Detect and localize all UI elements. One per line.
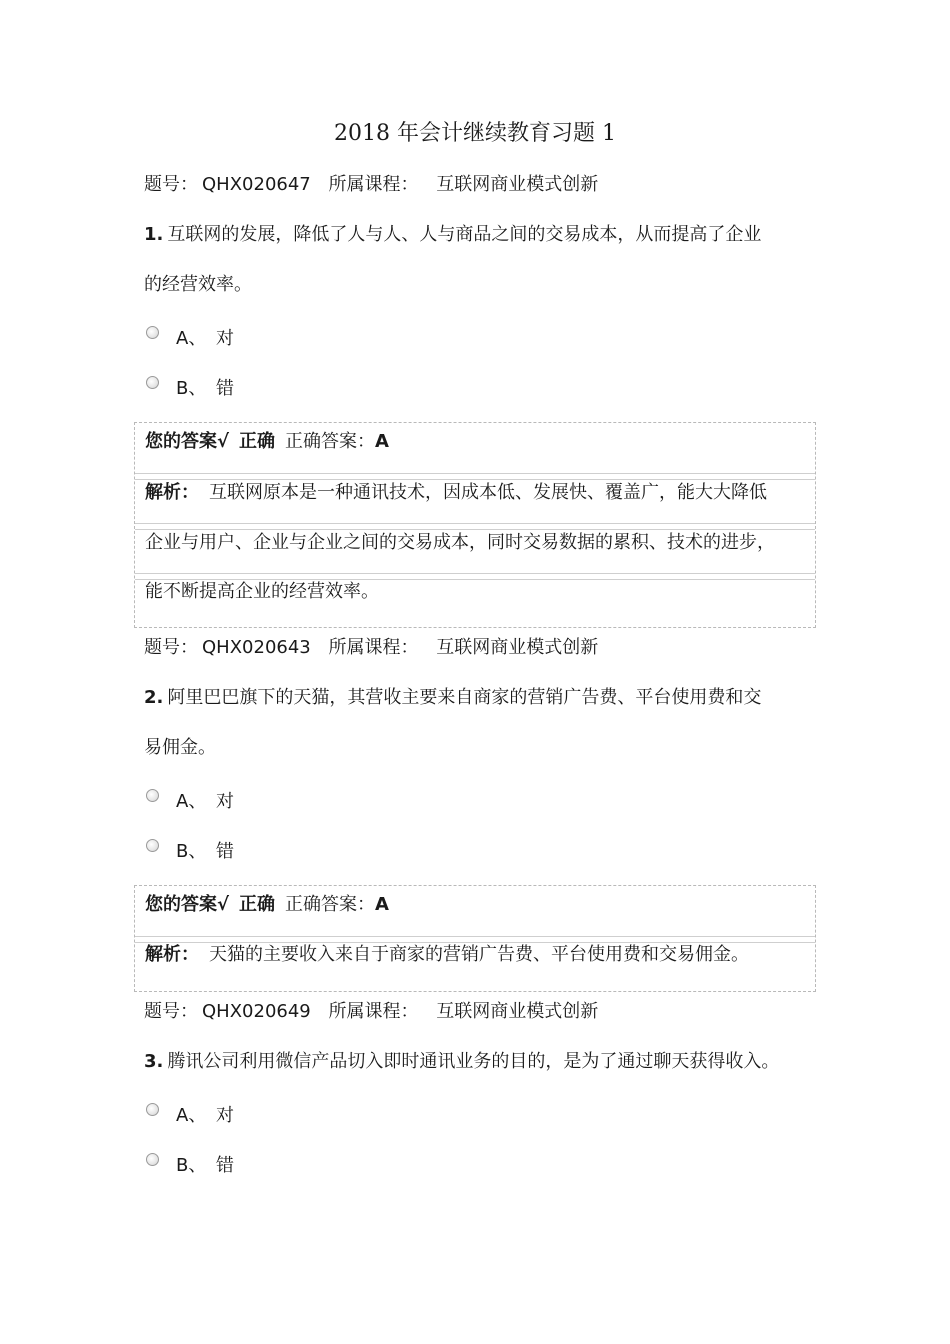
correct-answer-label: 正确答案：: [285, 894, 376, 915]
question-meta: [144, 998, 598, 1026]
box-divider: [135, 473, 815, 474]
question-meta: [144, 634, 598, 662]
question-number: 2.: [144, 687, 164, 708]
radio-button-icon[interactable]: [146, 326, 159, 339]
answer-box: [134, 885, 816, 992]
option-text: 对: [216, 1105, 234, 1126]
option-text: 错: [216, 378, 234, 399]
option-letter: A、: [176, 791, 207, 812]
analysis-line: [145, 941, 749, 969]
question-text-line: 的经营效率。: [144, 274, 252, 295]
option-a[interactable]: [144, 788, 264, 816]
your-answer-label: 您的答案√: [145, 894, 230, 915]
course-label: 所属课程：: [328, 637, 419, 658]
course-name: 互联网商业模式创新: [436, 637, 599, 658]
question-id-label: 题号：: [144, 637, 198, 658]
question-number: 3.: [144, 1051, 164, 1072]
radio-button-icon[interactable]: [146, 789, 159, 802]
analysis-text: 企业与用户、企业与企业之间的交易成本，同时交易数据的累积、技术的进步，: [145, 532, 775, 553]
option-text: 对: [216, 328, 234, 349]
course-label: 所属课程：: [328, 1001, 419, 1022]
option-letter: B、: [176, 841, 207, 862]
answer-box: [134, 422, 816, 628]
radio-button-icon[interactable]: [146, 1103, 159, 1116]
analysis-text: 能不断提高企业的经营效率。: [145, 581, 379, 602]
box-divider: [135, 936, 815, 937]
question-id-label: 题号：: [144, 1001, 198, 1022]
question-text: [144, 684, 761, 712]
result-status: 正确: [239, 431, 276, 452]
analysis-line: [145, 479, 767, 507]
option-letter: A、: [176, 1105, 207, 1126]
option-letter: A、: [176, 328, 207, 349]
question-text-line: 阿里巴巴旗下的天猫，其营收主要来自商家的营销广告费、平台使用费和交: [167, 687, 762, 708]
question-id-label: 题号：: [144, 174, 198, 195]
analysis-text: 互联网原本是一种通讯技术，因成本低、发展快、覆盖广，能大大降低: [209, 482, 767, 503]
question-id: QHX020649: [202, 1001, 311, 1022]
analysis-label: 解析：: [145, 482, 199, 503]
question-number: 1.: [144, 224, 164, 245]
option-text: 对: [216, 791, 234, 812]
result-status: 正确: [239, 894, 276, 915]
question-text-line: 腾讯公司利用微信产品切入即时通讯业务的目的，是为了通过聊天获得收入。: [167, 1051, 780, 1072]
question-id: QHX020643: [202, 637, 311, 658]
question-text: [144, 1048, 779, 1076]
analysis-text: 天猫的主要收入来自于商家的营销广告费、平台使用费和交易佣金。: [209, 944, 749, 965]
option-b[interactable]: [144, 1152, 264, 1180]
question-text-line: 易佣金。: [144, 737, 216, 758]
option-letter: B、: [176, 1155, 207, 1176]
page-title: 2018 年会计继续教育习题 1: [334, 121, 616, 146]
box-divider: [135, 523, 815, 524]
question-text: [144, 221, 761, 249]
correct-answer: A: [375, 894, 389, 915]
option-letter: B、: [176, 378, 207, 399]
answer-summary: [145, 891, 389, 919]
question-meta: [144, 171, 598, 199]
radio-button-icon[interactable]: [146, 839, 159, 852]
radio-button-icon[interactable]: [146, 1153, 159, 1166]
course-name: 互联网商业模式创新: [436, 1001, 599, 1022]
question-text-line: 互联网的发展，降低了人与人、人与商品之间的交易成本，从而提高了企业: [167, 224, 762, 245]
question-id: QHX020647: [202, 174, 311, 195]
correct-answer: A: [375, 431, 389, 452]
your-answer-label: 您的答案√: [145, 431, 230, 452]
option-b[interactable]: [144, 375, 264, 403]
box-divider: [135, 573, 815, 574]
option-text: 错: [216, 1155, 234, 1176]
analysis-label: 解析：: [145, 944, 199, 965]
option-text: 错: [216, 841, 234, 862]
correct-answer-label: 正确答案：: [285, 431, 376, 452]
option-a[interactable]: [144, 1102, 264, 1130]
course-label: 所属课程：: [328, 174, 419, 195]
course-name: 互联网商业模式创新: [436, 174, 599, 195]
radio-button-icon[interactable]: [146, 376, 159, 389]
option-b[interactable]: [144, 838, 264, 866]
answer-summary: [145, 428, 389, 456]
option-a[interactable]: [144, 325, 264, 353]
